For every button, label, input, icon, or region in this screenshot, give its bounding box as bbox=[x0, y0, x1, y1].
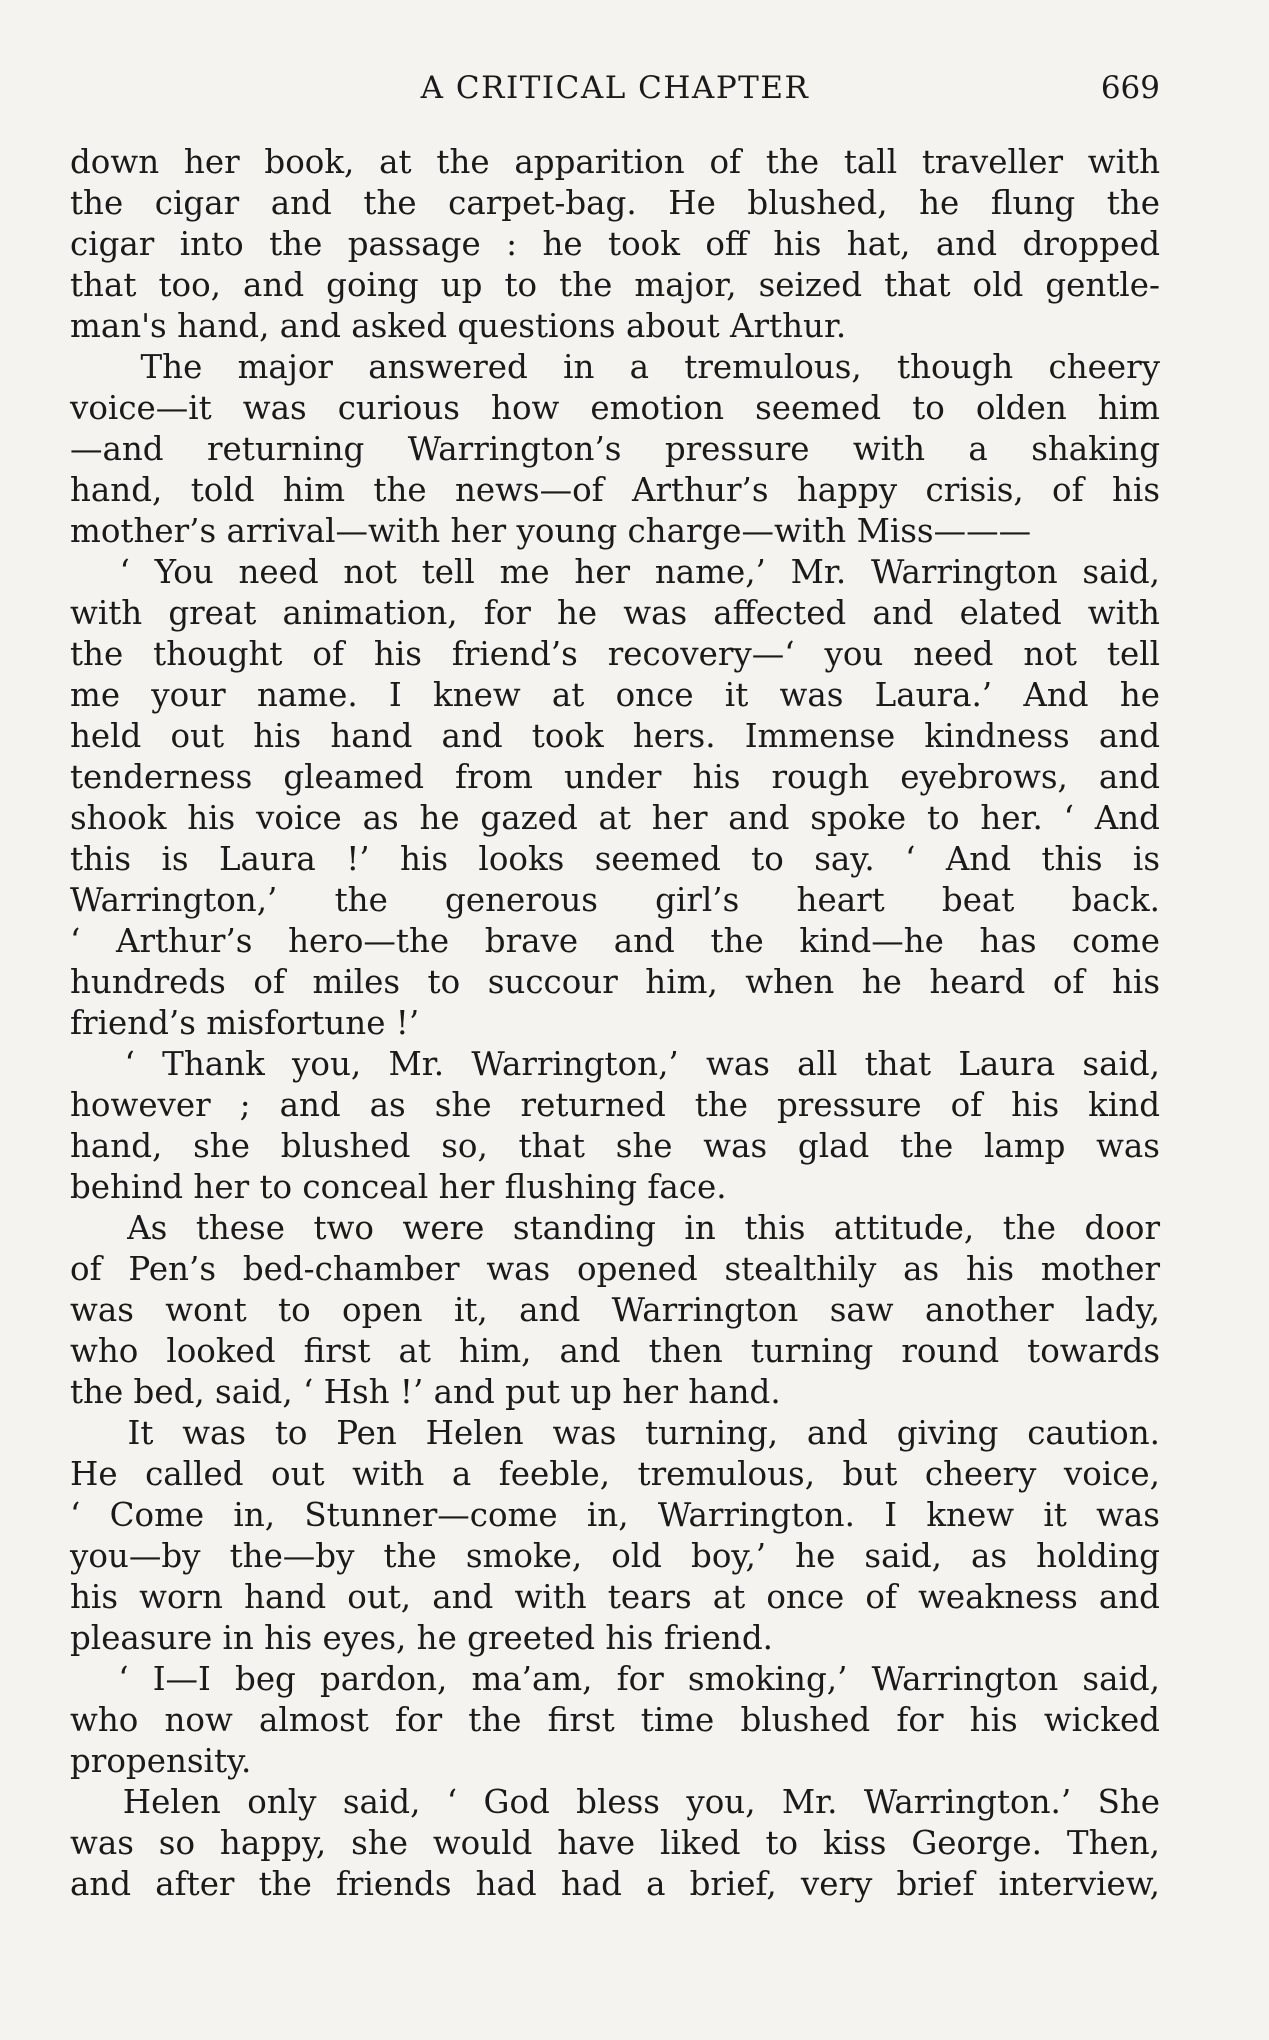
text-line: was wont to open it, and Warrington saw another lady, bbox=[70, 1291, 1160, 1329]
text-line: hundreds of miles to succour him, when he heard of his bbox=[70, 963, 1160, 1001]
text-line: however ; and as she returned the pressure of his kind bbox=[70, 1086, 1160, 1124]
text-line: behind her to conceal her flushing face. bbox=[70, 1168, 727, 1206]
running-title: A CRITICAL CHAPTER bbox=[420, 70, 810, 106]
text-line: friend’s misfortune !’ bbox=[70, 1004, 420, 1042]
text-line: ‘ You need not tell me her name,’ Mr. Warrington said, bbox=[70, 553, 1160, 591]
text-line: was so happy, she would have liked to kiss George. Then, bbox=[70, 1824, 1160, 1862]
text-line: Helen only said, ‘ God bless you, Mr. Warrington.’ She bbox=[70, 1783, 1160, 1821]
text-line: that too, and going up to the major, seized that old gentle- bbox=[70, 266, 1160, 304]
text-line: hand, told him the news—of Arthur’s happy crisis, of his bbox=[70, 471, 1160, 509]
text-line: mother’s arrival—with her young charge—with Miss——— bbox=[70, 512, 1032, 550]
text-line: pleasure in his eyes, he greeted his friend. bbox=[70, 1619, 774, 1657]
text-line: shook his voice as he gazed at her and spoke to her. ‘ And bbox=[70, 799, 1160, 837]
text-line: held out his hand and took hers. Immense kindness and bbox=[70, 717, 1160, 755]
text-line: of Pen’s bed-chamber was opened stealthily as his mother bbox=[70, 1250, 1160, 1288]
text-line: tenderness gleamed from under his rough eyebrows, and bbox=[70, 758, 1160, 796]
text-line: with great animation, for he was affected and elated with bbox=[70, 594, 1160, 632]
text-line: —and returning Warrington’s pressure with a shaking bbox=[70, 430, 1160, 468]
text-line: you—by the—by the smoke, old boy,’ he said, as holding bbox=[70, 1537, 1160, 1575]
text-line: me your name. I knew at once it was Laura.’ And he bbox=[70, 676, 1160, 714]
text-line: He called out with a feeble, tremulous, but cheery voice, bbox=[70, 1455, 1160, 1493]
body-text bbox=[70, 142, 1160, 1905]
text-line: the thought of his friend’s recovery—‘ you need not tell bbox=[70, 635, 1160, 673]
text-line: man's hand, and asked questions about Arthur. bbox=[70, 307, 847, 345]
text-line: Warrington,’ the generous girl’s heart beat back. bbox=[70, 881, 1160, 919]
running-header bbox=[70, 70, 1160, 110]
text-line: and after the friends had had a brief, very brief interview, bbox=[70, 1865, 1160, 1903]
text-line: ‘ Thank you, Mr. Warrington,’ was all that Laura said, bbox=[70, 1045, 1160, 1083]
text-line: It was to Pen Helen was turning, and giving caution. bbox=[70, 1414, 1160, 1452]
text-line: down her book, at the apparition of the tall traveller with bbox=[70, 143, 1160, 181]
text-line: hand, she blushed so, that she was glad the lamp was bbox=[70, 1127, 1160, 1165]
text-line: the cigar and the carpet-bag. He blushed, he flung the bbox=[70, 184, 1160, 222]
text-line: ‘ Come in, Stunner—come in, Warrington. I knew it was bbox=[70, 1496, 1160, 1534]
text-line: The major answered in a tremulous, though cheery bbox=[70, 348, 1160, 386]
text-line: voice—it was curious how emotion seemed to olden him bbox=[70, 389, 1160, 427]
page-number: 669 bbox=[1100, 70, 1160, 106]
text-line: who now almost for the first time blushed for his wicked bbox=[70, 1701, 1160, 1739]
text-line: ‘ I—I beg pardon, ma’am, for smoking,’ Warrington said, bbox=[70, 1660, 1160, 1698]
text-line: propensity. bbox=[70, 1742, 252, 1780]
text-line: this is Laura !’ his looks seemed to say. ‘ And this is bbox=[70, 840, 1160, 878]
text-line: the bed, said, ‘ Hsh !’ and put up her hand. bbox=[70, 1373, 781, 1411]
text-line: who looked first at him, and then turning round towards bbox=[70, 1332, 1160, 1370]
text-line: his worn hand out, and with tears at once of weakness and bbox=[70, 1578, 1160, 1616]
text-line: As these two were standing in this attitude, the door bbox=[70, 1209, 1160, 1247]
text-line: cigar into the passage : he took off his hat, and dropped bbox=[70, 225, 1160, 263]
text-line: ‘ Arthur’s hero—the brave and the kind—he has come bbox=[70, 922, 1160, 960]
